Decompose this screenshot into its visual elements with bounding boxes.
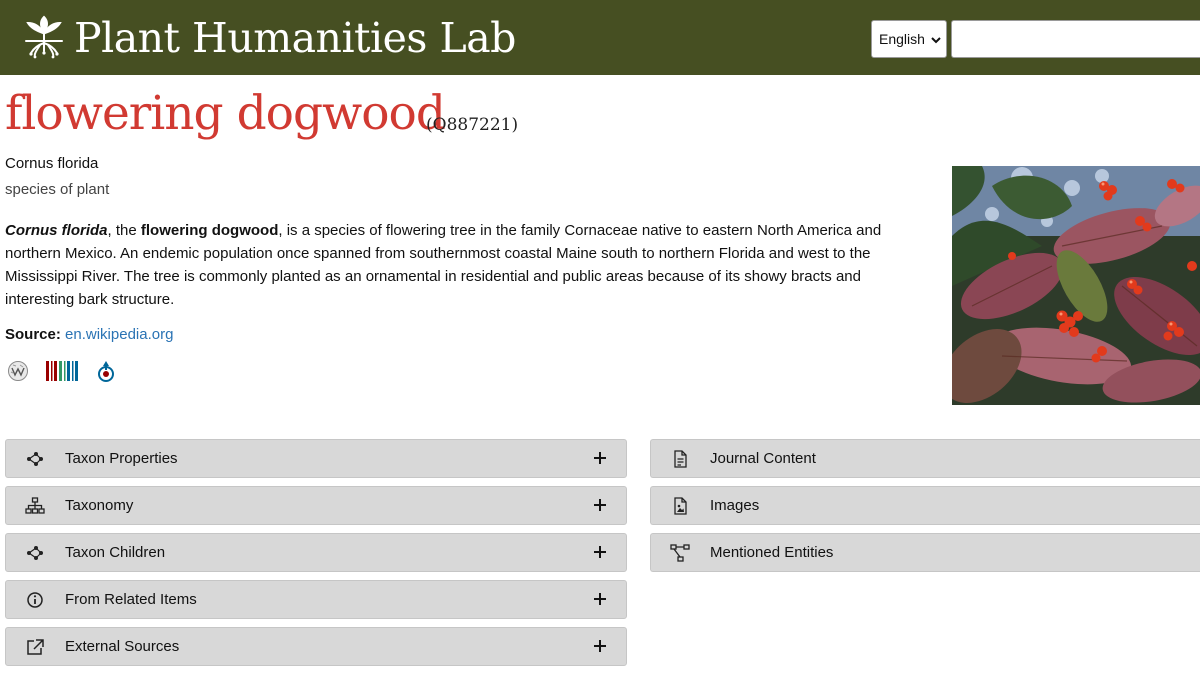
panel-journal-content[interactable] (650, 439, 1200, 478)
document-icon (670, 450, 690, 468)
panel-external-sources[interactable] (5, 627, 627, 666)
panel-label: External Sources (65, 638, 180, 655)
wikidata-icon[interactable] (45, 360, 79, 382)
source-line (5, 326, 173, 343)
panel-label: Taxon Children (65, 544, 166, 561)
panel-label: Images (710, 497, 760, 514)
panel-taxon-properties[interactable] (5, 439, 627, 478)
entity-description: species of plant (5, 181, 110, 198)
panel-mentioned-entities[interactable] (650, 533, 1200, 572)
scientific-name: Cornus florida (5, 155, 99, 172)
network-icon (670, 544, 690, 562)
abstract-part: , the (107, 222, 141, 239)
chevron-down-icon (930, 34, 942, 46)
plant-logo-icon[interactable] (22, 11, 66, 59)
abstract-sci-name: Cornus florida (5, 222, 108, 239)
panel-label: Taxonomy (65, 497, 134, 514)
abstract-common-name: flowering dogwood (140, 222, 279, 239)
panel-taxon-children[interactable] (5, 533, 627, 572)
language-select[interactable] (871, 20, 947, 58)
site-title[interactable]: Plant Humanities Lab (74, 14, 516, 62)
source-link[interactable]: en.wikipedia.org (65, 326, 174, 343)
panel-from-related-items[interactable] (5, 580, 627, 619)
graph-icon (25, 544, 45, 562)
panel-label: From Related Items (65, 591, 197, 608)
panel-images[interactable] (650, 486, 1200, 525)
hierarchy-icon (25, 497, 45, 515)
info-icon (25, 591, 45, 609)
graph-icon (25, 450, 45, 468)
source-label: Source: (5, 326, 61, 343)
language-selected-value: English (879, 31, 925, 47)
plus-icon[interactable] (593, 545, 607, 559)
plus-icon[interactable] (593, 498, 607, 512)
plus-icon[interactable] (593, 451, 607, 465)
panel-label: Taxon Properties (65, 450, 178, 467)
plus-icon[interactable] (593, 592, 607, 606)
external-link-icon (25, 638, 45, 656)
image-file-icon (670, 497, 690, 515)
commons-icon[interactable] (95, 360, 117, 384)
wikidata-qid: (Q887221) (426, 115, 519, 135)
page-title: flowering dogwood (5, 86, 445, 141)
site-header (0, 0, 1200, 75)
plus-icon[interactable] (593, 639, 607, 653)
wikipedia-icon[interactable] (7, 360, 29, 382)
panel-label: Journal Content (710, 450, 816, 467)
abstract-text (5, 219, 905, 311)
abstract-part: , is a species of flowering tree in the family Cornaceae native to eastern North America and northern Mexico. An endemic population once spanned from southernmost coastal Maine south to northern Florida and west to the Mississippi River. The tree is commonly planted as an ornamental in residential and public areas because of its showy bracts and interesting bark structure. (5, 222, 882, 308)
search-input[interactable] (951, 20, 1200, 58)
species-photo[interactable] (952, 166, 1200, 405)
panel-taxonomy[interactable] (5, 486, 627, 525)
panel-label: Mentioned Entities (710, 544, 834, 561)
